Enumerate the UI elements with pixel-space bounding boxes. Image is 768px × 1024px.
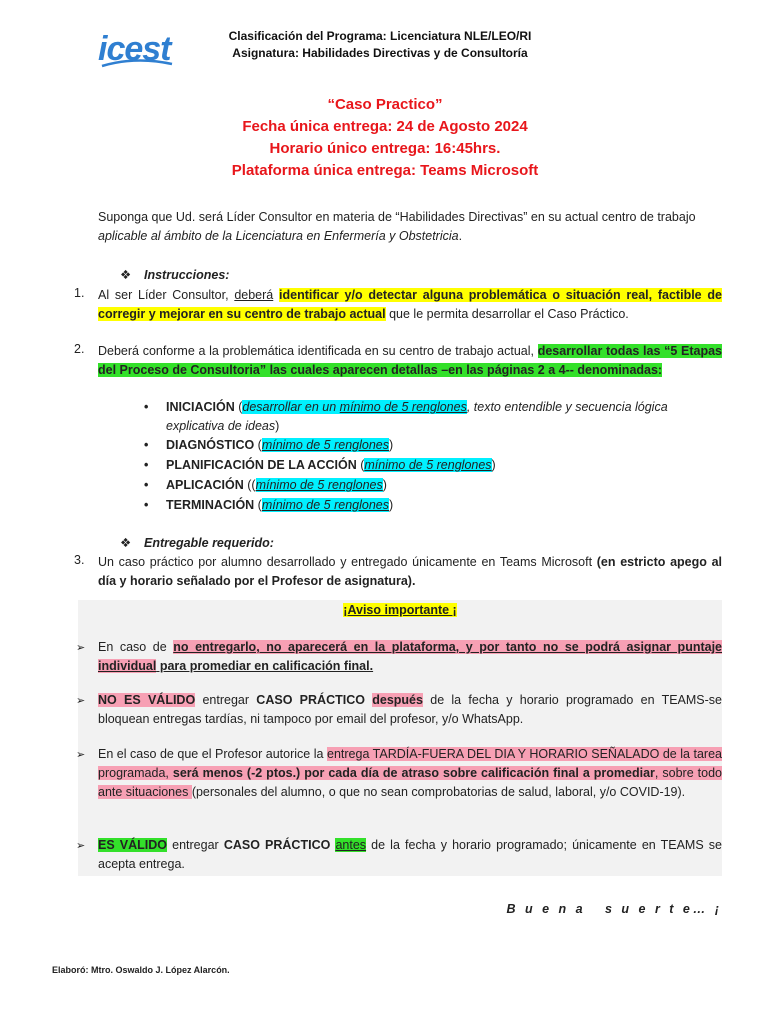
etapa-iniciacion: • INICIACIÓN (desarrollar en un mínimo de 5 renglones, texto entendible y secuencia lógica explicativa de ideas)	[144, 400, 668, 433]
item-1-text: Al ser Líder Consultor, deberá identificar y/o detectar alguna problemática o situación real, factible de corregir y mejorar en su centro de trabajo actual que le permita desarrollar el Caso Práctico.	[98, 288, 722, 321]
intro-paragraph: Suponga que Ud. será Líder Consultor en materia de “Habilidades Directivas” en su actual centro de trabajo aplicable al ámbito de la Licenciatura en Enfermería y Obstetricia.	[98, 210, 696, 243]
aviso-p4: ➢ ES VÁLIDO entregar CASO PRÁCTICO antes de la fecha y horario programado; únicamente en TEAMS se acepta entrega.	[76, 838, 722, 871]
arrow-bullet-icon: ➢	[76, 695, 86, 707]
bullet-icon: •	[144, 478, 149, 492]
bullet-icon: •	[144, 400, 149, 414]
instrucciones-heading: ❖ Instrucciones:	[120, 268, 230, 282]
icest-logo	[96, 26, 176, 70]
title-caso-practico: “Caso Practico”	[327, 96, 443, 113]
highlight-5-etapas: desarrollar todas las “5 Etapas del Proceso de Consultoria” las cuales aparecen detallas –en las páginas 2 a 4-- denominadas:	[98, 344, 722, 377]
arrow-bullet-icon: ➢	[76, 840, 86, 852]
arrow-bullet-icon: ➢	[76, 749, 86, 761]
item-3-text: Un caso práctico por alumno desarrollado y entregado únicamente en Teams Microsoft (en estricto apego al día y horario señalado por el Profesor de asignatura).	[98, 555, 722, 588]
aviso-title: ¡Aviso importante ¡	[343, 603, 457, 617]
item-2-text: Deberá conforme a la problemática identificada en su centro de trabajo actual, desarrollar todas las “5 Etapas del Proceso de Consultoria” las cuales aparecen detallas –en las páginas 2 a 4-- denominadas:	[98, 344, 722, 377]
title-fecha: Fecha única entrega: 24 de Agosto 2024	[242, 118, 528, 135]
title-plataforma: Plataforma única entrega: Teams Microsoft	[231, 162, 539, 179]
highlight-identificar: identificar y/o detectar alguna problemática o situación real, factible de corregir y mejorar en su centro de trabajo actual	[98, 288, 722, 321]
diamond-bullet-icon: ❖	[120, 536, 132, 550]
aviso-p2: ➢ NO ES VÁLIDO entregar CASO PRÁCTICO después de la fecha y horario programado en TEAMS-se bloquean entregas tardías, ni tampoco por email del profesor, y/o WhatsApp.	[76, 693, 722, 726]
etapa-terminacion: • TERMINACIÓN (mínimo de 5 renglones)	[166, 496, 726, 515]
etapa-aplicacion: • APLICACIÓN ((mínimo de 5 renglones)	[166, 476, 726, 495]
course-name: Asignatura: Habilidades Directivas y de Consultoría	[232, 46, 528, 60]
etapa-diagnostico: • DIAGNÓSTICO (mínimo de 5 renglones)	[166, 436, 726, 455]
program-classification: Clasificación del Programa: Licenciatura NLE/LEO/RI	[228, 29, 532, 43]
arrow-bullet-icon: ➢	[76, 642, 86, 654]
buena-suerte: B u e n a s u e r t e… ¡	[506, 902, 722, 916]
logo-text: icest	[98, 30, 171, 68]
diamond-bullet-icon: ❖	[120, 268, 132, 282]
item-1-number: 1.	[74, 286, 85, 300]
aviso-p3: ➢ En el caso de que el Profesor autorice la entrega TARDÍA-FUERA DEL DIA Y HORARIO SEÑALADO de la tarea programada, será menos (-2 ptos.) por cada día de atraso sobre calificación final a promediar, sobre todo ante situaciones (personales del alumno, o que no sean comprobatorias de salud, laboral, y/o COVID-19).	[76, 747, 722, 799]
bullet-icon: •	[144, 458, 149, 472]
aviso-p1: ➢ En caso de no entregarlo, no aparecerá en la plataforma, y por tanto no se podrá asignar puntaje individual para promediar en calificación final.	[76, 640, 723, 673]
footer-author: Elaboró: Mtro. Oswaldo J. López Alarcón.	[52, 965, 230, 975]
entregable-heading: ❖ Entregable requerido:	[120, 536, 274, 550]
etapa-planificacion: • PLANIFICACIÓN DE LA ACCIÓN (mínimo de 5 renglones)	[166, 456, 726, 475]
bullet-icon: •	[144, 438, 149, 452]
title-horario: Horario único entrega: 16:45hrs.	[269, 140, 501, 157]
item-3-number: 3.	[74, 553, 85, 567]
bullet-icon: •	[144, 498, 149, 512]
item-2-number: 2.	[74, 342, 85, 356]
